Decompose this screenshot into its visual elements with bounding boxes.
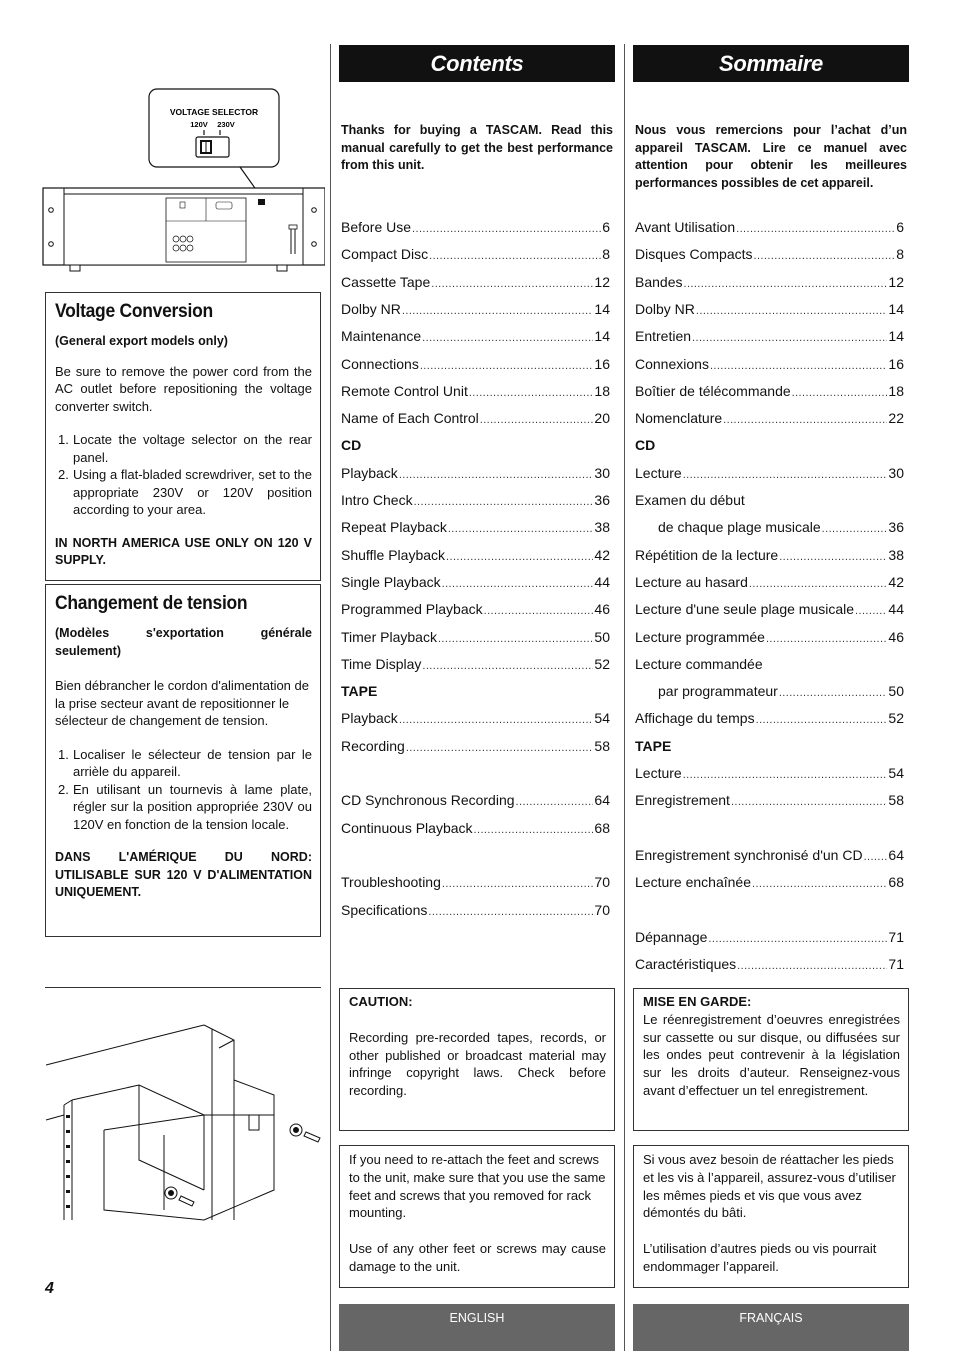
list-item: 2. En utilisant un tournevis à lame plate, régler sur la position appropriée 230V ou 120V en fonction de la tension locale. [58, 781, 312, 832]
step-list [55, 431, 312, 519]
caution-text: Recording pre-recorded tapes, records, or other published or broadcast material may infringe copyright laws. Check before recording. [349, 1029, 606, 1099]
paragraph: Si vous avez besoin de réattacher les pieds et les vis à l’appareil, assurez-vous d’utiliser les mêmes pieds et vis que vous avez démontés du bâti. [643, 1152, 896, 1221]
sommaire-list [635, 217, 904, 977]
caution-title: MISE EN GARDE: [643, 994, 752, 1009]
toc-entry: Continuous Playback ..... 68 [341, 818, 610, 838]
caution-title: CAUTION: [349, 994, 413, 1009]
section-subtitle: (Modèles s'exportation générale seulement) [55, 626, 312, 658]
toc-entry: Répétition de la lecture ..... 38 [635, 545, 904, 565]
voltage-selector-label: VOLTAGE SELECTOR [169, 107, 259, 117]
paragraph: L’utilisation d’autres pieds ou vis pourrait endommager l’appareil. [643, 1241, 877, 1274]
contents-header: Contents [339, 45, 615, 82]
list-item: 1. Localiser le sélecteur de tension par le arrièle du appareil. [58, 746, 312, 779]
feet-note-box-fr [633, 1145, 909, 1288]
toc-entry: Before Use ..... 6 [341, 217, 610, 237]
toc-entry: Cassette Tape ..... 12 [341, 272, 610, 292]
toc-entry: Caractéristiques ..... 71 [635, 954, 904, 974]
toc-entry: CD [341, 437, 362, 453]
toc-entry: Single Playback ..... 44 [341, 572, 610, 592]
toc-entry: Avant Utilisation ..... 6 [635, 217, 904, 237]
rear-panel-diagram [40, 86, 325, 276]
toc-entry: Time Display ..... 52 [341, 654, 610, 674]
toc-entry: Compact Disc ..... 8 [341, 244, 610, 264]
toc-entry: Timer Playback ..... 50 [341, 627, 610, 647]
toc-entry: Connections ..... 16 [341, 354, 610, 374]
section-title: Voltage Conversion [55, 301, 213, 322]
caution-box [339, 988, 615, 1131]
toc-entry: Lecture d'une seule plage musicale ..... 44 [635, 599, 904, 619]
toc-entry: TAPE [635, 738, 672, 754]
list-item: 1. Locate the voltage selector on the rear panel. [58, 432, 312, 465]
toc-entry: Entretien ..... 14 [635, 326, 904, 346]
divider [45, 987, 321, 988]
toc-entry: Shuffle Playback ..... 42 [341, 545, 610, 565]
caution-text: Le réenregistrement d’oeuvres enregistrées sur cassette ou sur disque, ou diffusées sur les ondes peut contrevenir à la législation sur les droits d’auteur. Renseignez-vous avant d’effectuer un tel enregistrement. [643, 1011, 900, 1098]
toc-entry: Affichage du temps ..... 52 [635, 708, 904, 728]
mise-en-garde-box [633, 988, 909, 1131]
toc-entry: Specifications ..... 70 [341, 900, 610, 920]
toc-entry: CD Synchronous Recording ..... 64 [341, 790, 610, 810]
toc-entry: Boîtier de télécommande ..... 18 [635, 381, 904, 401]
contents-intro: Thanks for buying a TASCAM. Read this manual carefully to get the best performance from this unit. [341, 123, 613, 173]
section-title: Changement de tension [55, 593, 248, 614]
paragraph: Bien débrancher le cordon d'alimentation de la prise secteur avant de repositionner le sélecteur de changement de tension. [55, 678, 309, 728]
toc-entry: Recording ..... 58 [341, 736, 610, 756]
toc-entry: Examen du début [635, 492, 745, 508]
toc-entry: Lecture ..... 54 [635, 763, 904, 783]
paragraph: If you need to re-attach the feet and screws to the unit, make sure that you use the same feet and screws that you removed for rack mounting. [349, 1152, 606, 1221]
toc-entry: par programmateur ..... 50 [635, 681, 904, 701]
toc-entry: Bandes ..... 12 [635, 272, 904, 292]
toc-entry: Programmed Playback ..... 46 [341, 599, 610, 619]
toc-entry: Repeat Playback ..... 38 [341, 517, 610, 537]
list-item: 2. Using a flat-bladed screwdriver, set to the appropriate 230V or 120V position according to your area. [58, 467, 312, 517]
voltage-conversion-box [45, 292, 321, 581]
toc-entry: Connexions ..... 16 [635, 354, 904, 374]
toc-entry: TAPE [341, 683, 378, 699]
paragraph: Use of any other feet or screws may cause damage to the unit. [349, 1241, 606, 1274]
warning-text: DANS L'AMÉRIQUE DU NORD: UTILISABLE SUR 120 V D'ALIMENTATION UNIQUEMENT. [55, 850, 312, 899]
toc-entry: Enregistrement synchronisé d'un CD ..... 64 [635, 845, 904, 865]
toc-entry: Troubleshooting ..... 70 [341, 872, 610, 892]
toc-entry: Maintenance ..... 14 [341, 326, 610, 346]
toc-entry: de chaque plage musicale ..... 36 [635, 517, 904, 537]
toc-entry: Lecture enchaînée ..... 68 [635, 872, 904, 892]
toc-entry: Lecture programmée ..... 46 [635, 627, 904, 647]
warning-text: IN NORTH AMERICA USE ONLY ON 120 V SUPPLY. [55, 535, 312, 567]
sommaire-header: Sommaire [633, 45, 909, 82]
toc-entry: Playback ..... 30 [341, 463, 610, 483]
changement-tension-box [45, 584, 321, 937]
language-tab-french: FRANÇAIS [633, 1304, 909, 1351]
contents-list [341, 217, 610, 937]
sommaire-intro: Nous vous remercions pour l’achat d’un appareil TASCAM. Lire ce manuel avec attention pour obtenir les meilleures performances possibles de cet appareil. [635, 123, 907, 190]
paragraph: Be sure to remove the power cord from the AC outlet before repositioning the voltage converter switch. [55, 363, 312, 414]
step-list [55, 746, 312, 834]
page-number: 4 [45, 1280, 54, 1297]
column-divider [330, 44, 331, 1351]
toc-entry: Dépannage ..... 71 [635, 927, 904, 947]
toc-entry: CD [635, 437, 656, 453]
toc-entry: Lecture ..... 30 [635, 463, 904, 483]
svg-text:120V: 120V [190, 120, 208, 129]
rack-mount-diagram [44, 1020, 329, 1230]
toc-entry: Remote Control Unit ..... 18 [341, 381, 610, 401]
toc-entry: Nomenclature ..... 22 [635, 408, 904, 428]
toc-entry: Lecture au hasard ..... 42 [635, 572, 904, 592]
toc-entry: Playback ..... 54 [341, 708, 610, 728]
section-subtitle: (General export models only) [55, 334, 228, 348]
toc-entry: Dolby NR ..... 14 [635, 299, 904, 319]
language-tab-english: ENGLISH [339, 1304, 615, 1351]
svg-text:230V: 230V [217, 120, 235, 129]
toc-entry: Lecture commandée [635, 656, 763, 672]
column-divider [624, 44, 625, 1351]
toc-entry: Enregistrement ..... 58 [635, 790, 904, 810]
toc-entry: Name of Each Control ..... 20 [341, 408, 610, 428]
toc-entry: Intro Check ..... 36 [341, 490, 610, 510]
toc-entry: Disques Compacts ..... 8 [635, 244, 904, 264]
toc-entry: Dolby NR ..... 14 [341, 299, 610, 319]
feet-note-box [339, 1145, 615, 1288]
